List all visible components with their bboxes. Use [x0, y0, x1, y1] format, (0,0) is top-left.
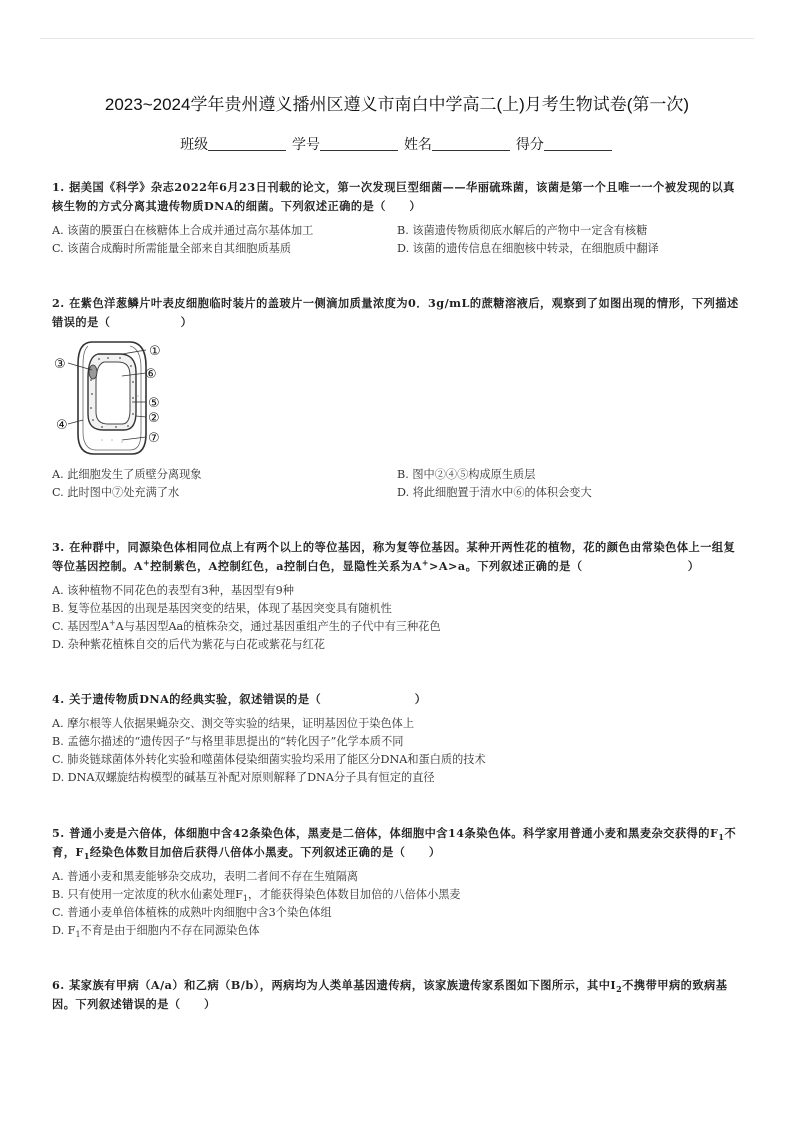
question-1-stem: 1. 据美国《科学》杂志2022年6月23日刊载的论文，第一次发现巨型细菌——华丽硫珠菌，该菌是第一个且唯一一个被发现的以真核生物的方式分离其遗传物质DNA的细菌。下列叙述正确的是（ ） [52, 180, 735, 213]
student-info-line [0, 134, 794, 154]
figure-label-2: ② [148, 411, 160, 426]
top-divider [40, 38, 754, 39]
question-1 [52, 178, 742, 258]
figure-label-4: ④ [56, 418, 68, 433]
vacuole [96, 362, 130, 424]
figure-label-1: ① [149, 344, 161, 359]
figure-label-5: ⑤ [148, 396, 160, 411]
question-4-option-a[interactable]: A. 摩尔根等人依据果蝇杂交、测交等实验的结果，证明基因位于染色体上 [52, 717, 415, 730]
question-5-option-c[interactable]: C. 普通小麦单倍体植株的成熟叶肉细胞中含3个染色体组 [52, 906, 332, 919]
question-2-options [52, 466, 742, 502]
question-2-stem: 2. 在紫色洋葱鳞片叶表皮细胞临时装片的盖玻片一侧滴加质量浓度为0．3g/mL的蔗糖溶液后，观察到了如图出现的情形，下列描述错误的是（ ） [52, 296, 739, 329]
question-3-option-c[interactable]: C. 基因型A+A与基因型Aa的植株杂交，通过基因重组产生的子代中有三种花色 [52, 618, 441, 633]
question-1-option-a[interactable]: A. 该菌的膜蛋白在核糖体上合成并通过高尔基体加工 [52, 224, 314, 237]
question-3 [52, 538, 742, 654]
score-label: 得分 [515, 136, 544, 152]
question-1-option-c[interactable]: C. 该菌合成酶时所需能量全部来自其细胞质基质 [52, 242, 292, 255]
question-5-option-b[interactable]: B. 只有使用一定浓度的秋水仙素处理$F_1$，才能获得染色体数目加倍的八倍体小黑麦 [52, 888, 461, 904]
question-2-option-c[interactable]: C. 此时图中⑦处充满了水 [52, 486, 180, 499]
question-2-option-d[interactable]: D. 将此细胞置于清水中⑥的体积会变大 [397, 486, 592, 499]
figure-label-7: ⑦ [148, 431, 160, 446]
figure-label-6: ⑥ [145, 367, 157, 382]
score-field[interactable] [544, 136, 612, 151]
question-1-option-b[interactable]: B. 该菌遗传物质彻底水解后的产物中一定含有核糖 [397, 224, 648, 237]
number-field[interactable] [320, 136, 398, 151]
question-4-option-b[interactable]: B. 孟德尔描述的“遗传因子”与格里菲思提出的“转化因子”化学本质不同 [52, 735, 404, 748]
question-5-stem: 5. 普通小麦是六倍体，体细胞中含42条染色体，黑麦是二倍体，体细胞中含14条染色体。科学家用普通小麦和黑麦杂交获得的$F_1$不育，$F_1$经染色体数目加倍后获得八倍体小黑麦。下列叙述正确的是（ ） [52, 826, 737, 862]
question-5-option-d[interactable]: D. $F_1$不育是由于细胞内不存在同源染色体 [52, 924, 260, 940]
question-6-stem: 6. 某家族有甲病（A/a）和乙病（B/b），两病均为人类单基因遗传病，该家族遗传家系图如下图所示，其中$Ⅰ_2$不携带甲病的致病基因。下列叙述错误的是（ ） [52, 978, 728, 1011]
question-3-stem: 3. 在种群中，同源染色体相同位点上有两个以上的等位基因，称为复等位基因。某种开两性花的植物，花的颜色由常染色体上一组复等位基因控制。A+控制紫色，A控制红色，a控制白色，显隐性关系为A+>A>a。下列叙述正确的是（ ） [52, 540, 736, 573]
question-3-option-b[interactable]: B. 复等位基因的出现是基因突变的结果，体现了基因突变具有随机性 [52, 602, 392, 615]
nucleus [89, 365, 97, 379]
figure-label-3: ③ [54, 357, 66, 372]
question-5-option-a[interactable]: A. 普通小麦和黑麦能够杂交成功，表明二者间不存在生殖隔离 [52, 870, 359, 883]
question-2-option-b[interactable]: B. 图中②④⑤构成原生质层 [397, 468, 536, 481]
question-2 [52, 294, 742, 332]
name-label: 姓名 [403, 136, 432, 152]
name-field[interactable] [432, 136, 510, 151]
question-3-option-d[interactable]: D. 杂种紫花植株自交的后代为紫花与白花或紫花与红花 [52, 638, 325, 651]
class-field[interactable] [208, 136, 286, 151]
number-label: 学号 [292, 136, 321, 152]
question-4-option-d[interactable]: D. DNA双螺旋结构模型的碱基互补配对原则解释了DNA分子具有恒定的直径 [52, 771, 435, 784]
question-2-option-a[interactable]: A. 此细胞发生了质壁分离现象 [52, 468, 202, 481]
plant-cell-diagram [52, 336, 177, 461]
question-5 [52, 824, 742, 940]
page-title: 2023~2024学年贵州遵义播州区遵义市南白中学高二(上)月考生物试卷(第一次) [104, 95, 690, 114]
question-4 [52, 690, 742, 787]
question-6 [52, 976, 742, 1014]
question-3-option-a[interactable]: A. 该种植物不同花色的表型有3种，基因型有9种 [52, 584, 294, 597]
question-1-option-d[interactable]: D. 该菌的遗传信息在细胞核中转录，在细胞质中翻译 [397, 242, 659, 255]
class-label: 班级 [180, 136, 209, 152]
question-4-stem: 4. 关于遗传物质DNA的经典实验，叙述错误的是（ ） [52, 692, 427, 706]
question-4-option-c[interactable]: C. 肺炎链球菌体外转化实验和噬菌体侵染细菌实验均采用了能区分DNA和蛋白质的技术 [52, 753, 486, 766]
